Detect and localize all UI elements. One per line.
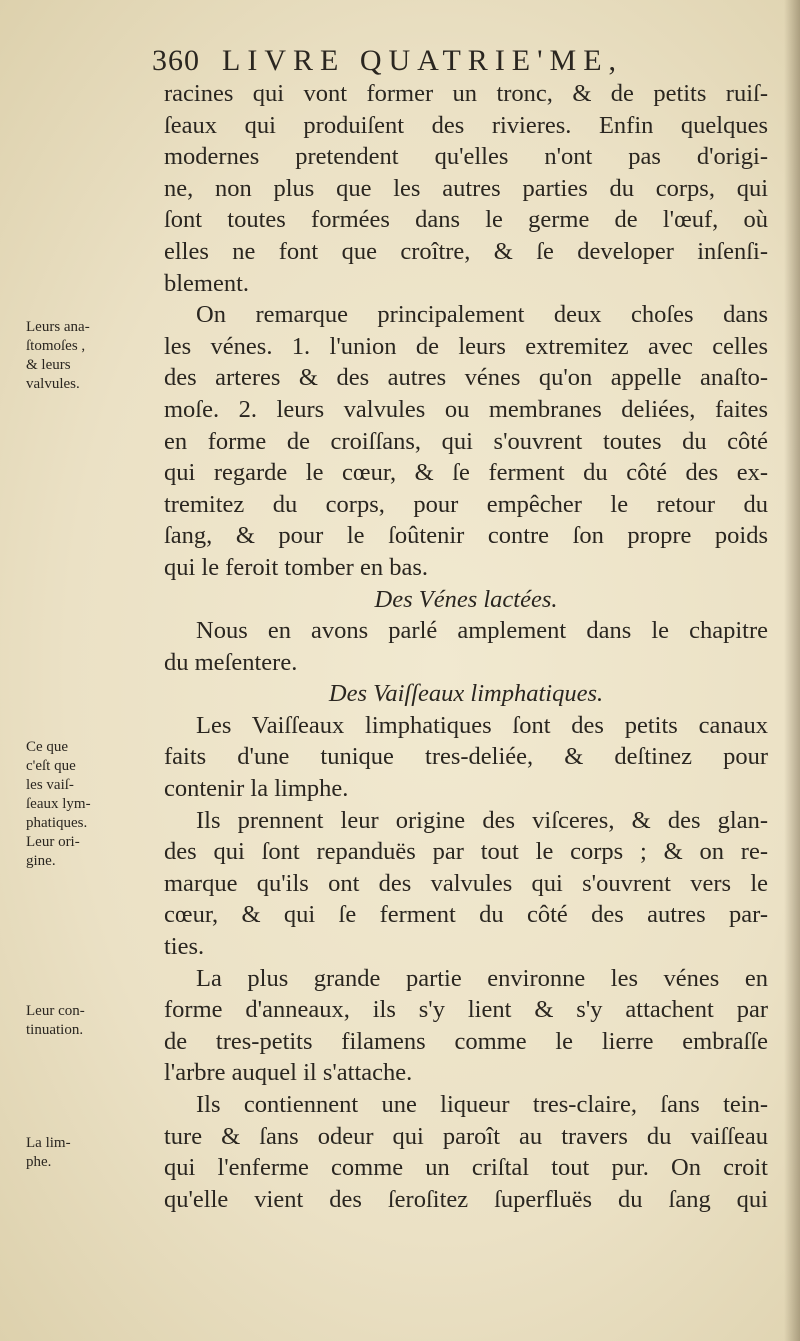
margin-note-line: ſtomoſes ,: [26, 338, 86, 354]
running-title: LIVRE QUATRIE'ME,: [222, 44, 624, 77]
text-line: ſang, & pour le ſoûtenir contre ſon propre poids: [164, 522, 768, 550]
text-line: Les Vaiſſeaux limphatiques ſont des petits canaux: [196, 711, 768, 739]
text-line: elles ne font que croître, & ſe developer inſenſi-: [164, 237, 768, 265]
text-line: Ils prennent leur origine des viſceres, & des glan-: [196, 806, 768, 834]
margin-note-line: c'eſt que: [26, 758, 76, 774]
margin-note-anastomoses: [26, 318, 156, 394]
text-line: modernes pretendent qu'elles n'ont pas d'origi-: [164, 143, 768, 171]
text-line: Ils contiennent une liqueur tres-claire, ſans tein-: [196, 1091, 768, 1118]
text-line: ſeaux qui produiſent des rivieres. Enfin quelques: [164, 111, 768, 139]
margin-note-line: valvules.: [26, 376, 80, 392]
text-line: cœur, & qui ſe ferment du côté des autres par-: [164, 901, 768, 929]
margin-note-line: & leurs: [26, 357, 71, 373]
text-line: qui regarde le cœur, & ſe ferment du côté des ex-: [164, 459, 768, 487]
margin-note-line: La lim-: [26, 1135, 71, 1151]
margin-note-lymphatic-vessels: [26, 738, 156, 871]
margin-note-line: ſeaux lym-: [26, 796, 91, 812]
text-line: des arteres & des autres vénes qu'on appelle anaſto-: [164, 364, 768, 392]
text-line: La plus grande partie environne les vénes en: [196, 964, 768, 992]
text-line: qui le feroit tomber en bas.: [164, 553, 428, 581]
text-line: On remarque principalement deux choſes dans: [196, 301, 768, 329]
text-line: de tres-petits filamens comme le lierre embraſſe: [164, 1027, 768, 1055]
margin-note-lymph: [26, 1134, 156, 1172]
text-line: racines qui vont former un tronc, & de petits ruiſ-: [164, 80, 768, 107]
text-line: qui l'enferme comme un criſtal tout pur. On croit: [164, 1154, 768, 1182]
margin-note-line: tinuation.: [26, 1022, 84, 1038]
text-line: en forme de croiſſans, qui s'ouvrent toutes du côté: [164, 427, 768, 455]
text-line: moſe. 2. leurs valvules ou membranes deliées, faites: [164, 395, 768, 423]
margin-note-line: les vaiſ-: [26, 777, 74, 793]
text-line: ſont toutes formées dans le germe de l'œuf, où: [164, 206, 768, 234]
text-line: Nous en avons parlé amplement dans le chapitre: [196, 617, 768, 645]
text-line: du meſentere.: [164, 648, 298, 676]
margin-note-line: Ce que: [26, 739, 69, 755]
text-line: ne, non plus que les autres parties du corps, qui: [164, 174, 768, 202]
text-line: l'arbre auquel il s'attache.: [164, 1059, 413, 1087]
text-line: marque qu'ils ont des valvules qui s'ouvrent vers le: [164, 869, 768, 897]
text-line: ture & ſans odeur qui paroît au travers du vaiſſeau: [164, 1122, 768, 1150]
text-line: tremitez du corps, pour empêcher le retour du: [164, 490, 768, 518]
text-line: les vénes. 1. l'union de leurs extremitez avec celles: [164, 332, 768, 360]
text-line: blement.: [164, 269, 250, 297]
text-line: faits d'une tunique tres-deliée, & deſtinez pour: [164, 743, 768, 771]
text-line: forme d'anneaux, ils s'y lient & s'y attachent par: [164, 996, 768, 1024]
margin-note-line: phatiques.: [26, 815, 88, 831]
main-text: [164, 78, 768, 1215]
text-line: contenir la limphe.: [164, 775, 349, 803]
margin-note-line: phe.: [26, 1154, 52, 1170]
margin-note-line: gine.: [26, 853, 56, 869]
margin-note-continuation: [26, 1002, 156, 1040]
section-heading-lacteal-veins: Des Vénes lactées.: [374, 585, 558, 613]
text-line: ties.: [164, 933, 205, 961]
running-header: [152, 44, 623, 78]
section-heading-lymphatic-vessels: Des Vaiſſeaux limphatiques.: [328, 680, 604, 708]
text-line: qu'elle vient des ſeroſitez ſuperfluës du ſang qui: [164, 1185, 768, 1213]
page-edge-shadow: [784, 0, 800, 1341]
margin-note-line: Leurs ana-: [26, 319, 90, 335]
text-line: des qui ſont repanduës par tout le corps ; & on re-: [164, 838, 768, 866]
margin-note-line: Leur ori-: [26, 834, 80, 850]
margin-note-line: Leur con-: [26, 1003, 85, 1019]
page-number: 360: [152, 44, 200, 77]
